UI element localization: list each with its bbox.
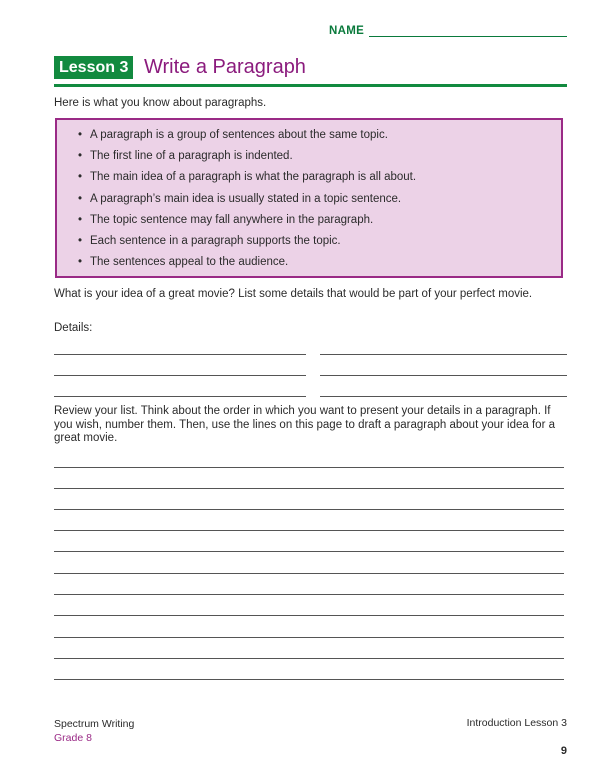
details-line-right[interactable] bbox=[320, 375, 567, 376]
fact-text: The first line of a paragraph is indented. bbox=[90, 150, 293, 163]
bullet-icon: • bbox=[78, 129, 83, 141]
facts-box bbox=[55, 118, 563, 278]
bullet-icon: • bbox=[78, 256, 83, 269]
title-divider bbox=[54, 84, 567, 87]
fact-item bbox=[78, 210, 416, 231]
bullet-icon: • bbox=[78, 234, 83, 247]
draft-line[interactable] bbox=[54, 573, 564, 574]
intro-text: Here is what you know about paragraphs. bbox=[54, 97, 267, 109]
review-instructions: Review your list. Think about the order in which you want to present your details in a paragraph. If you wish, number them. Then, use the lines on this page to draft a paragraph about your idea for a great movie. bbox=[54, 405, 555, 444]
fact-item bbox=[78, 252, 416, 273]
footer-book-title: Spectrum Writing bbox=[54, 718, 135, 730]
fact-text: The main idea of a paragraph is what the paragraph is all about. bbox=[90, 171, 417, 184]
fact-text: Each sentence in a paragraph supports the topic. bbox=[90, 234, 341, 247]
details-line-left[interactable] bbox=[54, 354, 306, 355]
footer-book-info bbox=[54, 717, 134, 745]
draft-line[interactable] bbox=[54, 637, 564, 638]
page-title: Write a Paragraph bbox=[144, 56, 306, 78]
draft-line[interactable] bbox=[54, 658, 564, 659]
fact-text: A paragraph’s main idea is usually stated in a topic sentence. bbox=[90, 192, 402, 205]
bullet-icon: • bbox=[78, 192, 83, 205]
page-number: 9 bbox=[560, 745, 567, 757]
details-line-left[interactable] bbox=[54, 375, 306, 376]
draft-line[interactable] bbox=[54, 509, 564, 510]
fact-text: The sentences appeal to the audience. bbox=[90, 256, 289, 269]
draft-line[interactable] bbox=[54, 679, 564, 680]
draft-line[interactable] bbox=[54, 551, 564, 552]
bullet-icon: • bbox=[78, 213, 83, 226]
fact-item bbox=[78, 231, 416, 252]
name-input-line[interactable] bbox=[369, 36, 567, 37]
draft-line[interactable] bbox=[54, 594, 564, 595]
details-line-right[interactable] bbox=[320, 396, 567, 397]
fact-item bbox=[78, 125, 416, 146]
draft-line[interactable] bbox=[54, 488, 564, 489]
draft-line[interactable] bbox=[54, 467, 564, 468]
details-line-right[interactable] bbox=[320, 354, 567, 355]
lesson-badge: Lesson 3 bbox=[54, 56, 133, 79]
facts-list bbox=[78, 125, 416, 273]
fact-text: The topic sentence may fall anywhere in the paragraph. bbox=[90, 213, 374, 226]
bullet-icon: • bbox=[78, 150, 83, 163]
details-label: Details: bbox=[54, 322, 93, 334]
fact-item bbox=[78, 146, 416, 167]
draft-line[interactable] bbox=[54, 530, 564, 531]
fact-text: A paragraph is a group of sentences about the same topic. bbox=[90, 129, 388, 141]
bullet-icon: • bbox=[78, 171, 83, 184]
fact-item bbox=[78, 167, 416, 188]
details-line-left[interactable] bbox=[54, 396, 306, 397]
question-prompt: What is your idea of a great movie? List some details that would be part of your perfect movie. bbox=[54, 288, 533, 300]
fact-item bbox=[78, 189, 416, 210]
footer-section: Introduction Lesson 3 bbox=[466, 717, 567, 729]
footer-grade: Grade 8 bbox=[54, 732, 92, 744]
name-label: NAME bbox=[329, 25, 365, 37]
draft-line[interactable] bbox=[54, 615, 564, 616]
